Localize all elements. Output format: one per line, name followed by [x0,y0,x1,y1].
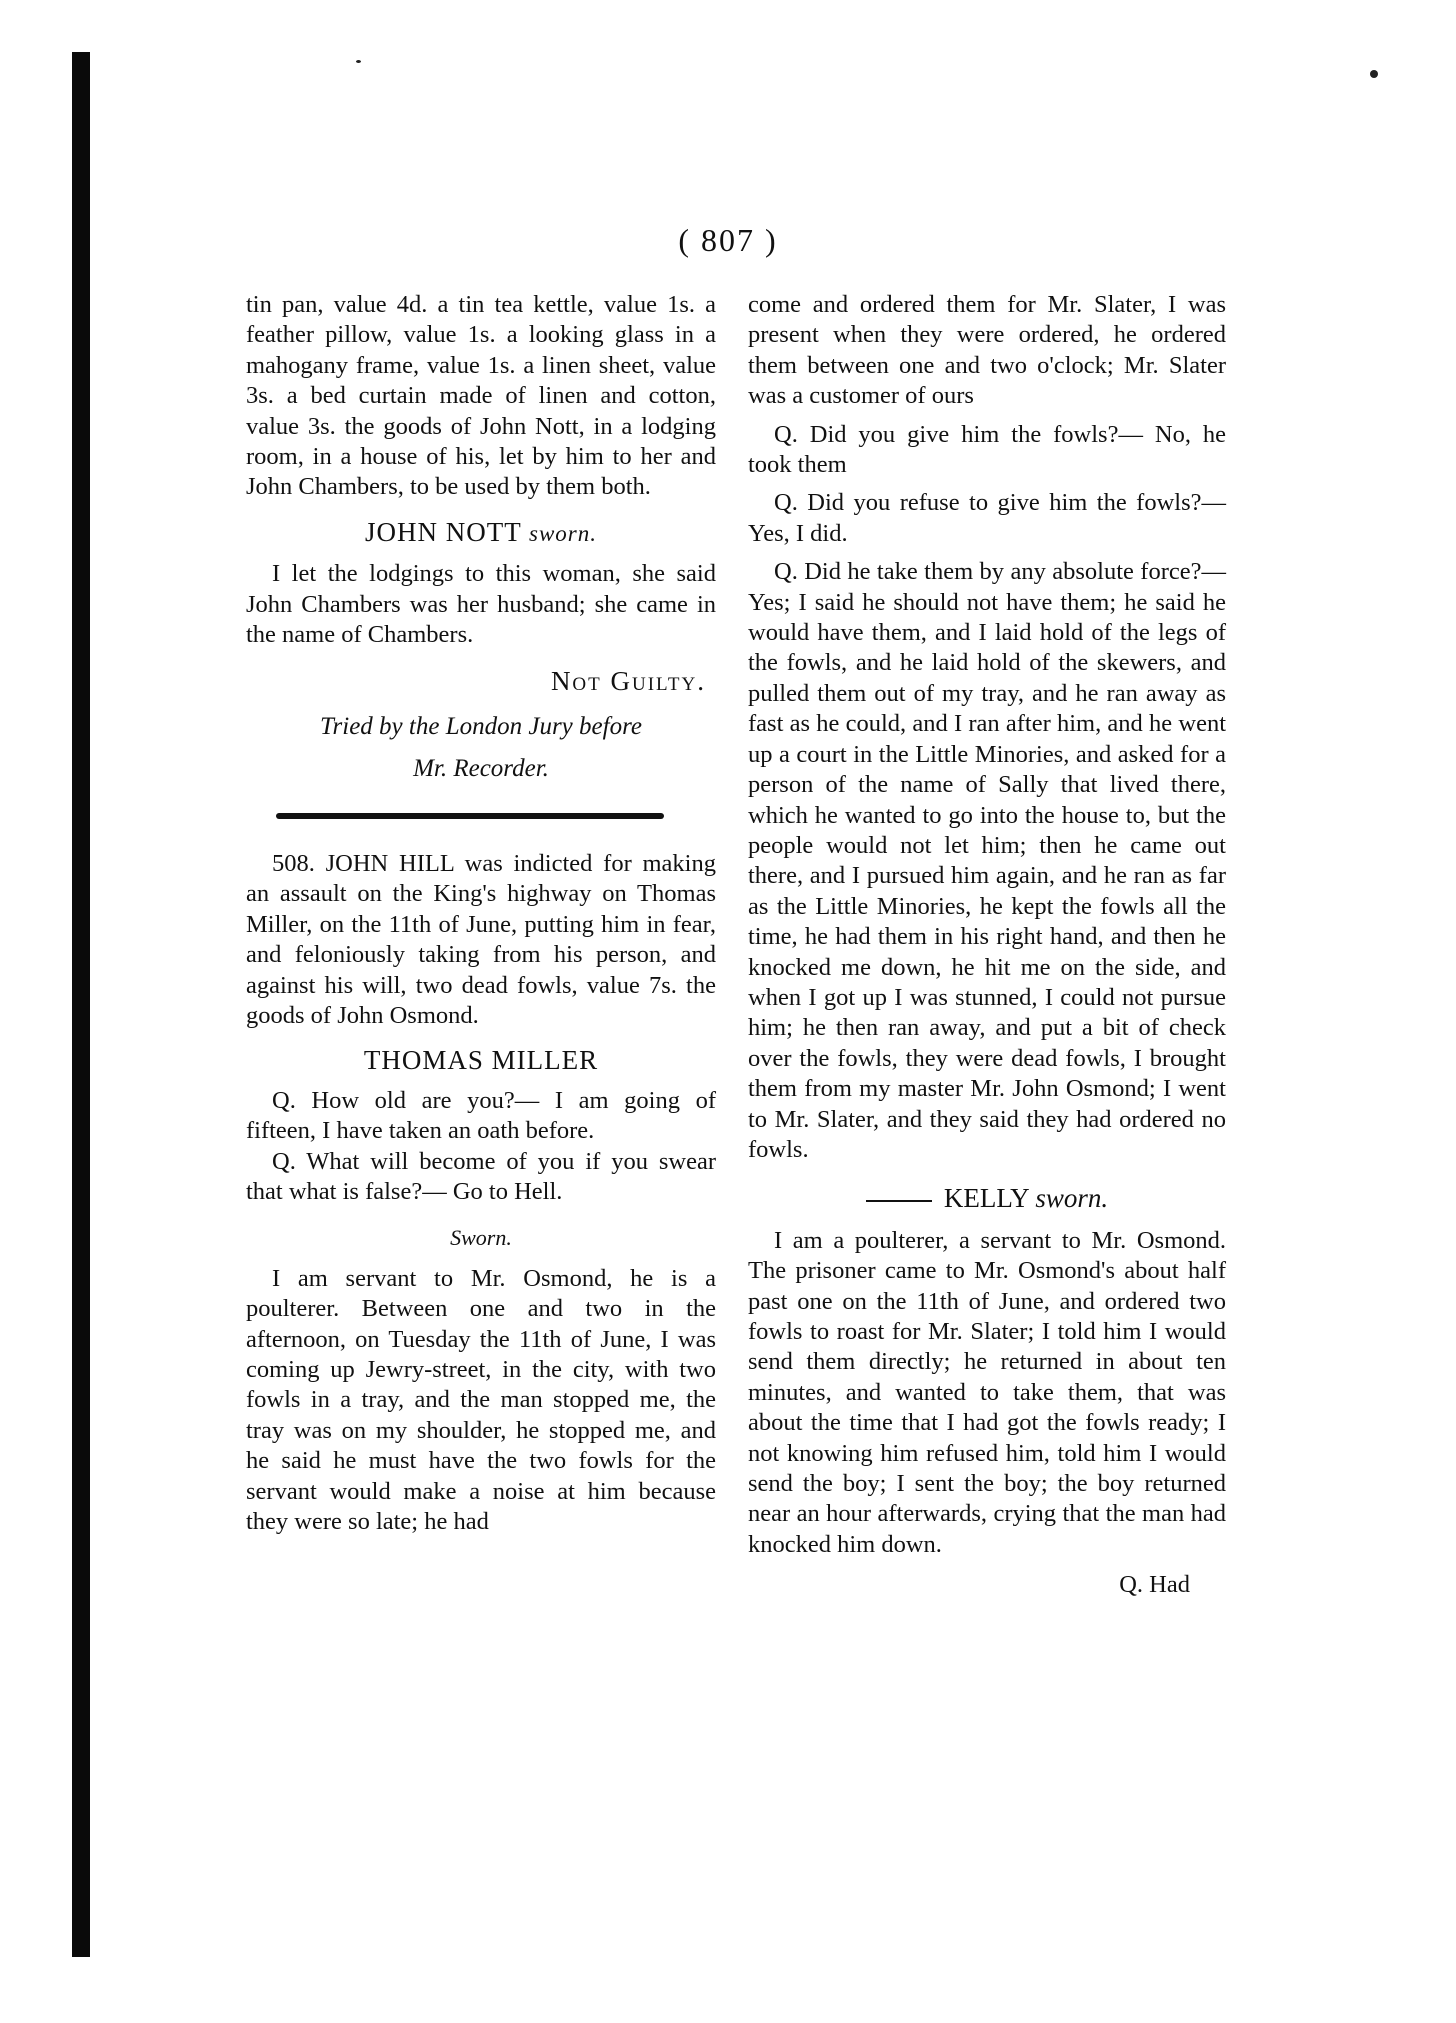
catchword: Q. Had [1119,1571,1190,1599]
speck-mark [1370,70,1378,78]
witness-heading [246,1045,716,1075]
dash-rule [866,1200,932,1202]
section-rule [276,813,664,819]
paragraph: I am servant to Mr. Osmond, he is a poulterer. Between one and two in the afternoon, on Tuesday the 11th of June, I was coming up Jewry-street, in the city, with two fowls in a tray, and the man stopped me, the tray was on my shoulder, he stopped me, and he said he must have the two fowls for the servant would make a noise at him because they were so late; he had [246,1264,716,1535]
paragraph: I am a poulterer, a servant to Mr. Osmond. The prisoner came to Mr. Osmond's about half past one on the 11th of June, and ordered two fowls to roast for Mr. Slater; I told him I would send them directly; he returned in about ten minutes, and wanted to take them, that was about the time that I had got the fowls ready; I not knowing him refused him, told him I would send the boy; I sent the boy; the boy returned near an hour afterwards, crying that the man had knocked him down. [748,1226,1226,1558]
witness-heading [246,517,716,549]
sworn-label: sworn. [529,520,597,546]
paragraph: come and ordered them for Mr. Slater, I was present when they were ordered, he ordered them between one and two o'clock; Mr. Slater was a customer of ours [748,291,1226,410]
witness-name: KELLY [943,1183,1029,1214]
binding-edge [72,52,90,1957]
right-column [748,290,1226,1601]
paragraph: tin pan, value 4d. a tin tea kettle, value 1s. a feather pillow, value 1s. a looking glass in a mahogany frame, value 1s. a linen sheet, value 3s. a bed curtain made of linen and cotton, value 3s. the goods of John Nott, in a lodging room, in a house of his, let by him to her and John Chambers, to be used by them both. [246,291,716,501]
question: Q. Did he take them by any absolute force?— Yes; I said he should not have them; he said he would have them, and I laid hold of the legs of the fowls, and he laid hold of the skewers, and pulled them out of my tray, and he ran away as fast as he could, and I ran after him, and he went up a court in the Little Minories, and asked for a person of the name of Sally that lived there, which he wanted to go into the house to, but the people would not let him; then he came out there, and I pursued him again, and he ran as far as the Little Minories, he kept the fowls all the time, he had them in his right hand, and then he knocked me down, he hit me on the side, and when I got up I was stunned, I could not pursue him; he then ran away, and put a bit of check over the fowls, they were dead fowls, I brought them from my master Mr. John Osmond; I went to Mr. Slater, and they said they had ordered no fowls. [748,558,1226,1163]
verdict: Not Guilty. [550,666,706,697]
tried-line: Mr. Recorder. [413,754,549,782]
left-column [246,290,716,1537]
question: Q. What will become of you if you swear that what is false?— Go to Hell. [246,1147,716,1205]
paragraph: I let the lodgings to this woman, she said John Chambers was her husband; she came in the name of Chambers. [246,560,716,649]
page-number: ( 807 ) [678,222,778,258]
question: Q. Did you give him the fowls?— No, he took them [748,420,1226,479]
speck-mark [356,60,361,63]
tried-line: Tried by the London Jury before [320,712,642,740]
question: Q. Did you refuse to give him the fowls?— Yes, I did. [748,489,1226,547]
sworn-label: Sworn. [450,1225,512,1251]
witness-name: JOHN NOTT [365,516,522,547]
sworn-label: sworn. [1035,1183,1109,1214]
case-paragraph: 508. JOHN HILL was indicted for making an assault on the King's highway on Thomas Miller, on the 11th of June, putting him in fear, and feloniously taking from his person, and against his will, two dead fowls, value 7s. the goods of John Osmond. [246,849,716,1029]
witness-heading [748,1183,1226,1213]
question: Q. How old are you?— I am going of fifteen, I have taken an oath before. [246,1086,716,1145]
witness-name: THOMAS MILLER [363,1045,599,1076]
